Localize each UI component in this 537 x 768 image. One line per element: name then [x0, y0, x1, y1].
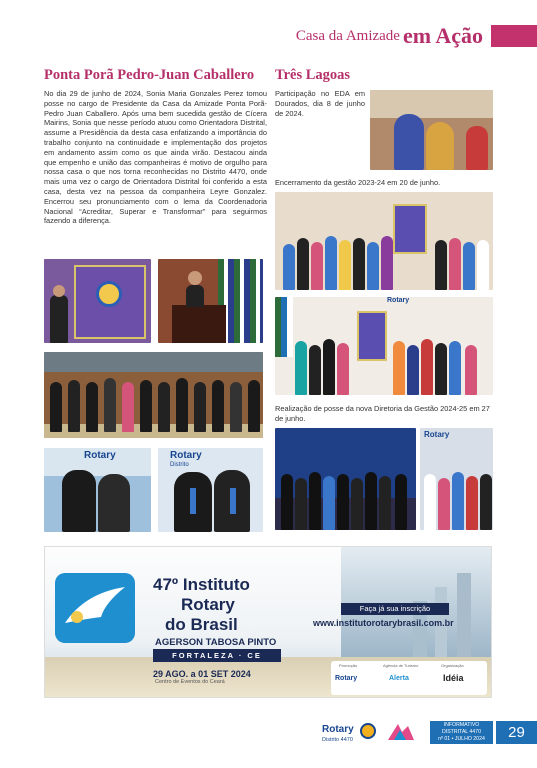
banner-venue: Centro de Eventos do Ceará: [155, 679, 225, 685]
footer-info-box: [430, 721, 493, 744]
photo-two-women: [158, 448, 263, 532]
banner-honoree-name: AGERSON TABOSA PINTO: [155, 637, 277, 648]
page-footer: [0, 718, 537, 748]
magic-logo-icon: [386, 722, 416, 742]
photo-president-podium: [158, 259, 263, 343]
sponsor-ideia: Idéia: [443, 673, 464, 683]
banner-title-line1: 47º Instituto: [153, 575, 250, 594]
photo-rotary-text-2: Rotary: [170, 450, 202, 461]
footer-info-line3: nº 01 • JULHO 2024: [438, 736, 485, 742]
header-accent-bar: [491, 25, 537, 47]
page-number: 29: [496, 721, 537, 744]
photo-eda-dourados: [370, 90, 493, 170]
sponsor-rotary: Rotary: [335, 675, 358, 682]
photo-distrito-text: Distrito: [170, 462, 189, 468]
left-heading: Ponta Porã Pedro-Juan Caballero: [44, 67, 255, 83]
sponsor-strip: [331, 661, 487, 695]
banner-title-line3: do Brasil: [165, 615, 238, 634]
section-header: [296, 22, 537, 50]
footer-rotary-logo: Rotary: [322, 724, 354, 735]
footer-info-line2: DISTRITAL 4470: [442, 729, 481, 735]
rotary-wheel-icon: [360, 723, 376, 739]
dove-logo-icon: [55, 573, 135, 643]
sponsor-alerta: Alerta: [389, 675, 409, 682]
right-heading: Três Lagoas: [275, 67, 351, 83]
photo-president-banner: [44, 259, 151, 343]
photo-diretoria-stage: [275, 428, 416, 530]
photo-rotary-text-3: Rotary: [387, 297, 410, 304]
footer-info-line1: INFORMATIVO: [443, 722, 480, 728]
photo-posse-group: [275, 297, 493, 395]
banner-cta-button[interactable]: Faça já sua inscrição: [341, 603, 449, 615]
photo-group-left: [44, 352, 263, 438]
sponsor-label-3: Organização: [441, 663, 464, 668]
photo-rotary-text-4: Rotary: [424, 430, 450, 439]
caption-encerramento: Encerramento da gestão 2023-24 em 20 de junho.: [275, 178, 441, 187]
instituto-rotary-banner[interactable]: [44, 546, 492, 698]
sponsor-label-1: Promoção: [339, 663, 358, 668]
photo-diretoria-side: [420, 428, 493, 530]
photo-hug: [44, 448, 151, 532]
left-paragraph: No dia 29 de junho de 2024, Sonia Maria Gonzales Perez tomou posse no cargo de Presidente da Casa da Amizade Ponta Porã-Pedro Juan Caballero. Após uma bem sucedida gestão de Cícera Mairins, Sonia que nesse período atuou como Orientadora Distrital, assume a Presidência da desta casa enfatizando a importância do trabalho conjunto na continuidade e implementação dos projetos em andamento assim como os que ainda virão. Destacou ainda que empenho e união das companheiras é motivo de orgulho para nossa casa o que nos torna reconhecidas no Distrito 4470, onde mais uma vez o cargo de Orientadora Distrital foi conferido a esta casa, desta vez na pessoa da companheira Leyre Gonzalez. Encerrou seu pronunciamento com o lema da Coordenadoria Nacional “Acreditar, Superar e Transformar” para seguirmos fazendo a diferença.: [44, 89, 267, 226]
right-intro: Participação no EDA em Dourados, dia 8 de junho de 2024.: [275, 89, 365, 118]
sponsor-label-2: Agência de Turismo: [383, 663, 419, 668]
banner-url-link[interactable]: www.institutorotarybrasil.com.br: [313, 618, 454, 628]
caption-posse: Realização de posse da nova Diretoria da Gestão 2024-25 em 27 de junho.: [275, 404, 490, 423]
banner-title-line2: Rotary: [181, 595, 235, 614]
photo-rotary-text: Rotary: [84, 450, 116, 461]
footer-distrito: Distrito 4470: [322, 737, 353, 743]
banner-city: FORTALEZA · CE: [153, 649, 281, 662]
photo-encerramento-group: [275, 192, 493, 290]
header-title-big: em Ação: [402, 23, 483, 48]
banner-dates: 29 AGO. a 01 SET 2024: [153, 669, 251, 679]
header-title-small: Casa da Amizade: [295, 27, 400, 44]
